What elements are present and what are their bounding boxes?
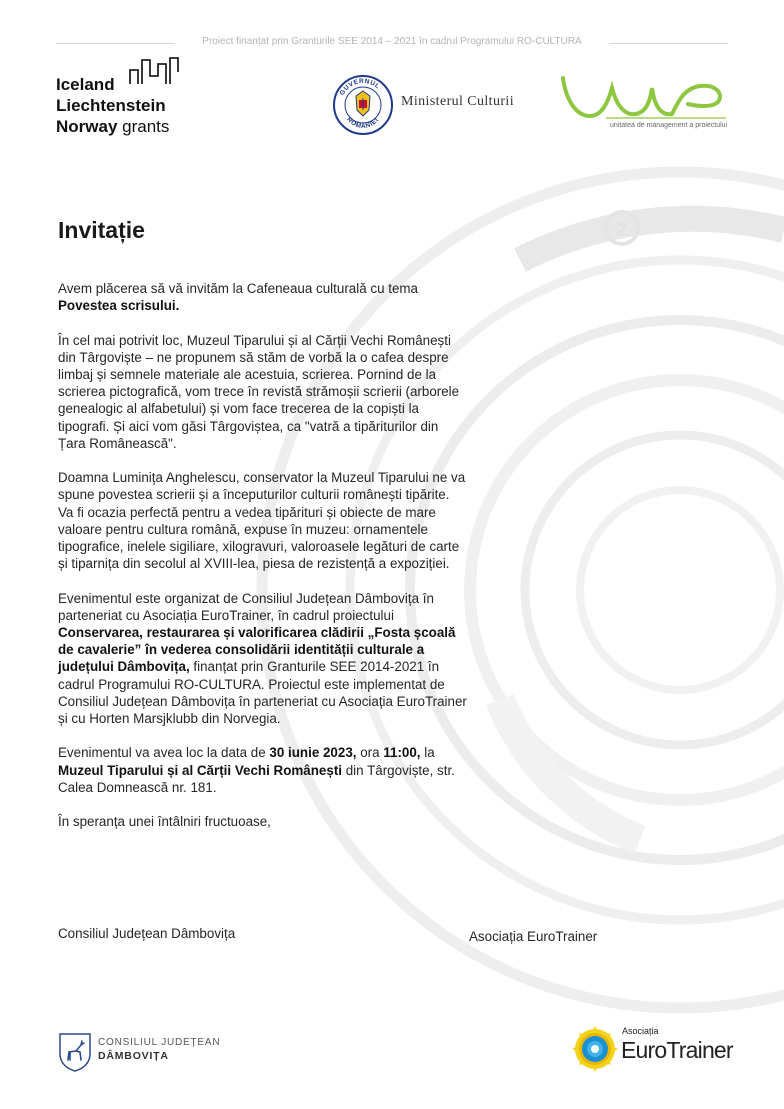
eea-line-liechtenstein: Liechtenstein bbox=[56, 96, 166, 115]
organizer-text-a: Evenimentul este organizat de Consiliul Județean Dâmbovița în parteneriat cu Asociația EuroTrainer, în cadrul proiectului bbox=[58, 590, 434, 623]
county-council-logo bbox=[58, 1032, 248, 1074]
svg-text:ROMÂNIEI: ROMÂNIEI bbox=[345, 116, 381, 131]
eurotrainer-logo bbox=[572, 1024, 732, 1076]
paragraph-organizer bbox=[58, 590, 468, 728]
event-text-a: Evenimentul va avea loc la data de bbox=[58, 745, 270, 761]
eea-grants-logo bbox=[56, 56, 196, 146]
event-date: 30 iunie 2023, bbox=[269, 745, 357, 761]
event-text-b: ora bbox=[356, 745, 384, 761]
event-place: Muzeul Tiparului și al Cărții Vechi Românești bbox=[58, 762, 343, 778]
funding-header bbox=[56, 36, 728, 50]
header-rule-right bbox=[610, 43, 728, 44]
organizer-text-c: finanțat prin Granturile SEE 2014-2021 în cadrul Programului RO-CULTURA. Proiectul este implementat de Consiliul Județean Dâmbovița în parteneriat cu Asociația EuroTrainer și cu Horten Marsjklubb din Norvegia. bbox=[58, 659, 467, 727]
intro-topic: Povestea scrisului. bbox=[58, 298, 180, 314]
county-council-line1: CONSILIUL JUDEȚEAN bbox=[98, 1037, 221, 1048]
project-name: Conservarea, restaurarea și valorificarea clădirii „Fosta școală de cavalerie” în vederea consolidării identității culturale a județului Dâmbovița, bbox=[58, 625, 456, 675]
eea-line-iceland: Iceland bbox=[56, 75, 115, 94]
funding-header-text: Proiect finanțat prin Granturile SEE 2014 – 2021 în cadrul Programului RO-CULTURA bbox=[202, 36, 582, 47]
ministry-of-culture-logo bbox=[332, 74, 552, 136]
event-time: 11:00, bbox=[383, 745, 421, 761]
paragraph-intro bbox=[58, 280, 468, 314]
background-badge-number: 2 bbox=[616, 219, 628, 241]
svg-text:GUVERNUL: GUVERNUL bbox=[338, 77, 382, 97]
deer-shield-icon bbox=[58, 1032, 92, 1072]
signature-left: Consiliul Județean Dâmbovița bbox=[58, 926, 236, 941]
eurotrainer-flower-icon bbox=[572, 1026, 618, 1072]
intro-text: Avem plăcerea să vă invităm la Cafeneaua culturală cu tema bbox=[58, 281, 419, 296]
eea-line-norway bbox=[56, 116, 169, 137]
county-council-line2: DÂMBOVIȚA bbox=[98, 1050, 169, 1062]
paragraph-speaker: Doamna Luminița Anghelescu, conservator la Muzeul Tiparului ne va spune povestea scrierii și a începuturilor culturii românești tipărite. Va fi ocazia perfectă pentru a vedea tipărituri și obiecte de mare valoare pentru cultura română, expuse în muzeu: ornamentele tipografice, inelele sigiliare, xilogravuri, valoroasele legături de carte și tiparnița din secolul al XVIII-lea, piesa de rezistență a expoziției. bbox=[58, 470, 466, 572]
eea-grants-icon bbox=[128, 56, 182, 86]
ump-logo bbox=[560, 74, 730, 134]
signature-right: Asociația EuroTrainer bbox=[469, 929, 598, 944]
event-text-c: la bbox=[420, 745, 435, 761]
eurotrainer-name: EuroTrainer bbox=[621, 1037, 733, 1063]
ump-subtitle: unitatea de management a proiectului bbox=[610, 122, 728, 129]
invitation-body bbox=[58, 280, 468, 848]
paragraph-event-details bbox=[58, 744, 468, 796]
eea-grants-word: grants bbox=[122, 117, 170, 136]
paragraph-closing: În speranța unei întâlniri fructuoase, bbox=[58, 814, 271, 830]
paragraph-venue: În cel mai potrivit loc, Muzeul Tiparului și al Cărții Vechi Românești din Târgoviște – ne propunem să stăm de vorbă la o cafea despre limbaj și semnele materiale ale acestuia, scrierea. Pornind de la scrierea pictografică, vom trece în revistă strămoșii scrierii (arborele genealogic al alfabetului) și vom face trecerea de la copiști la tipografi. Și aici vom găsi Târgoviștea, ca "vatră a tipăriturilor din Țara Românească". bbox=[58, 332, 460, 451]
page-title: Invitație bbox=[58, 217, 145, 243]
event-text-d: din Târgoviște, str. Calea Domnească nr. 181. bbox=[58, 762, 455, 795]
eurotrainer-small-label: Asociația bbox=[622, 1026, 659, 1036]
government-seal-icon bbox=[332, 74, 394, 136]
eea-norway-word: Norway bbox=[56, 117, 118, 136]
ump-mark-icon bbox=[560, 74, 730, 124]
ministry-name: Ministerul Culturii bbox=[401, 94, 514, 109]
background-badge bbox=[606, 212, 638, 244]
